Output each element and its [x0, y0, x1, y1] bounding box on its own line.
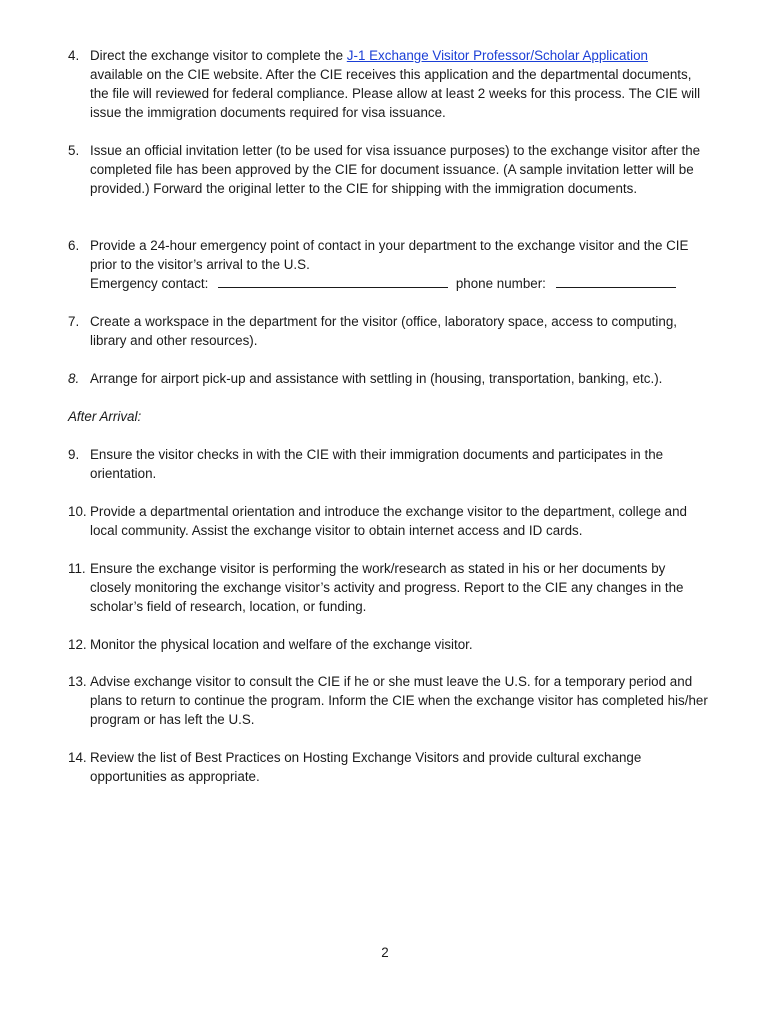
list-item-11: [68, 559, 708, 616]
item-number: 4.: [68, 48, 80, 63]
item-number: 5.: [68, 143, 80, 158]
item-text: Direct the exchange visitor to complete the J-1 Exchange Visitor Professor/Scholar Application available on the CIE website. After the CIE receives this application and the departmental documents, the file will reviewed for federal compliance. Please allow at least 2 weeks for this process. The CIE will issue the immigration documents required for visa issuance.: [90, 48, 701, 120]
item-number: 8.: [68, 371, 80, 386]
item-text: Advise exchange visitor to consult the CIE if he or she must leave the U.S. for a temporary period and plans to return to continue the program. Inform the CIE when the exchange visitor has completed his/her program or has left the U.S.: [90, 674, 708, 727]
item-number: 12.: [68, 637, 87, 652]
item-text: Issue an official invitation letter (to be used for visa issuance purposes) to the exchange visitor after the completed file has been approved by the CIE for document issuance. (A sample invitation letter will be provided.) Forward the original letter to the CIE for shipping with the immigration documents.: [90, 143, 701, 196]
item-text: Review the list of Best Practices on Hosting Exchange Visitors and provide cultural exchange opportunities as appropriate.: [90, 750, 642, 784]
item-number: 6.: [68, 238, 80, 253]
list-item-8: [68, 369, 708, 388]
list-item-9: [68, 445, 708, 483]
list-item-4: [68, 46, 708, 122]
item-text: Ensure the exchange visitor is performing the work/research as stated in his or her documents by closely monitoring the exchange visitor’s activity and progress. Report to the CIE any changes in the scholar’s field of research, location, or funding.: [90, 561, 684, 614]
item-text: Monitor the physical location and welfare of the exchange visitor.: [90, 637, 473, 652]
list-item-10: [68, 502, 708, 540]
phone-number-field[interactable]: [556, 275, 676, 288]
list-item-12: [68, 635, 708, 654]
item-text: Provide a 24-hour emergency point of contact in your department to the exchange visitor and the CIE prior to the visitor’s arrival to the U.S.: [90, 238, 689, 272]
page-number: 2: [381, 945, 389, 960]
list-item-14: [68, 748, 708, 786]
item-text: Arrange for airport pick-up and assistance with settling in (housing, transportation, banking, etc.).: [90, 371, 663, 386]
item-number: 7.: [68, 314, 80, 329]
item-number: 13.: [68, 674, 87, 689]
item-number: 9.: [68, 447, 80, 462]
item-number: 10.: [68, 504, 87, 519]
item-text: Provide a departmental orientation and introduce the exchange visitor to the department, college and local community. Assist the exchange visitor to obtain internet access and ID cards.: [90, 504, 688, 538]
item-text: Create a workspace in the department for the visitor (office, laboratory space, access to computing, library and other resources).: [90, 314, 677, 348]
item-number: 11.: [68, 561, 86, 576]
list-item-7: [68, 312, 708, 350]
list-item-6: [68, 236, 708, 293]
item-number: 14.: [68, 750, 87, 765]
list-item-13: [68, 672, 708, 729]
emergency-contact-field[interactable]: [218, 275, 448, 288]
emergency-contact-line: [68, 274, 708, 293]
after-arrival-heading: After Arrival:: [68, 409, 142, 424]
j1-application-link[interactable]: J-1 Exchange Visitor Professor/Scholar Application: [346, 48, 648, 63]
phone-number-label: phone number:: [455, 276, 546, 291]
emergency-contact-label: Emergency contact:: [90, 276, 209, 291]
item-text: Ensure the visitor checks in with the CIE with their immigration documents and participates in the orientation.: [90, 447, 664, 481]
list-item-5: [68, 141, 708, 198]
